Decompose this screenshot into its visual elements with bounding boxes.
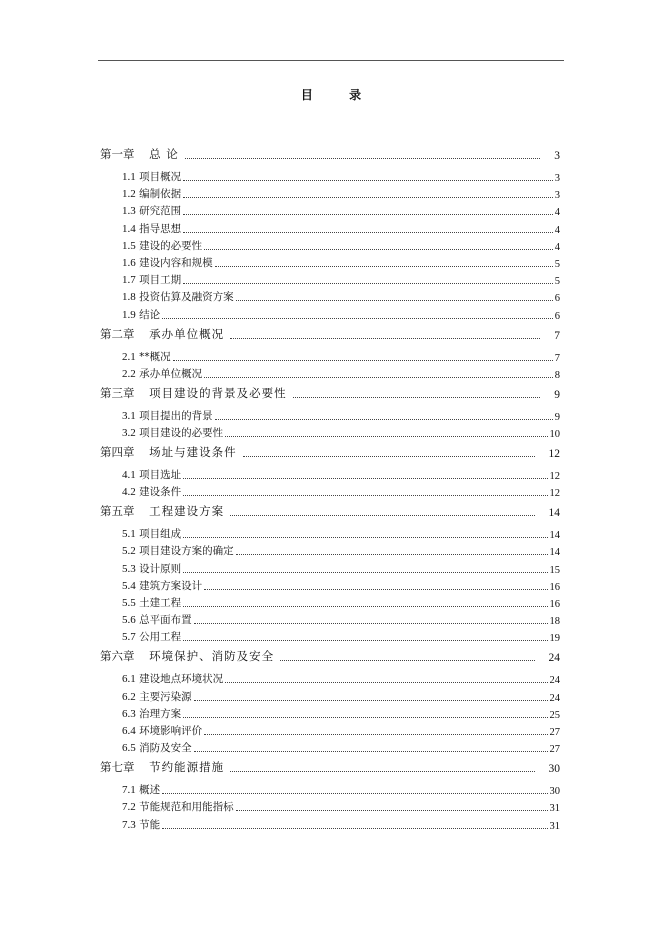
toc-entry-title: 编制依据 xyxy=(139,188,182,201)
toc-entry-label xyxy=(122,561,181,576)
toc-entry-title: 项目选址 xyxy=(139,469,182,481)
toc-entry-label xyxy=(122,255,213,270)
toc-chapter-entry[interactable] xyxy=(100,648,560,664)
toc-entry-number: 7.1 xyxy=(122,784,136,797)
toc-entry-number: 5.3 xyxy=(122,562,136,575)
toc-section-entry[interactable] xyxy=(122,220,560,236)
toc-section-entry[interactable] xyxy=(122,254,560,270)
toc-leader-dots xyxy=(183,214,553,215)
toc-entry-number: 5.2 xyxy=(122,545,136,558)
toc-entry-label xyxy=(122,349,171,364)
toc-leader-dots xyxy=(183,495,547,496)
toc-leader-dots xyxy=(183,232,553,233)
toc-leader-dots xyxy=(236,554,548,555)
toc-leader-dots xyxy=(183,478,547,479)
toc-section-entry[interactable] xyxy=(122,348,560,364)
toc-entry-number: 2.2 xyxy=(122,367,136,380)
toc-page-number: 9 xyxy=(554,411,560,423)
toc-entry-number: 1.9 xyxy=(122,308,136,321)
toc-entry-label xyxy=(122,221,181,236)
toc-entry-title: 土建工程 xyxy=(139,597,182,609)
toc-leader-dots xyxy=(173,360,553,361)
toc-page-number: 14 xyxy=(549,547,560,559)
toc-entry-title: 公用工程 xyxy=(139,631,182,644)
toc-leader-dots xyxy=(194,751,548,752)
toc-entry-title: 指导思想 xyxy=(139,222,182,235)
toc-entry-number: 6.4 xyxy=(122,725,136,737)
toc-entry-number: 第三章 xyxy=(100,385,135,400)
toc-entry-title: 承办单位概况 xyxy=(149,326,225,341)
toc-entry-title: 项目建设的必要性 xyxy=(139,427,224,439)
toc-entry-label xyxy=(122,817,160,832)
toc-section-entry[interactable] xyxy=(122,798,560,814)
toc-leader-dots xyxy=(183,537,547,538)
toc-leader-dots xyxy=(204,734,547,735)
toc-leader-dots xyxy=(162,828,547,829)
toc-section-entry[interactable] xyxy=(122,306,560,322)
toc-page-number: 14 xyxy=(549,530,560,542)
toc-leader-dots xyxy=(230,515,534,516)
toc-entry-label xyxy=(100,503,224,519)
toc-entry-title: 结论 xyxy=(139,308,161,321)
toc-entry-number: 5.7 xyxy=(122,631,136,644)
toc-page-number: 25 xyxy=(549,709,560,721)
toc-entry-title: 工程建设方案 xyxy=(149,504,225,519)
toc-leader-dots xyxy=(183,717,547,718)
toc-entry-title: 节能 xyxy=(139,818,161,831)
toc-entry-title: 项目概况 xyxy=(139,171,182,183)
toc-entry-title: **概况 xyxy=(139,350,171,363)
toc-leader-dots xyxy=(225,436,547,437)
toc-section-entry[interactable] xyxy=(122,816,560,832)
toc-page-number: 12 xyxy=(549,488,560,500)
toc-entry-title: 治理方案 xyxy=(139,707,182,720)
toc-leader-dots xyxy=(204,377,553,378)
toc-entry-title: 环境保护、消防及安全 xyxy=(149,649,275,664)
toc-page-number: 15 xyxy=(549,564,560,576)
toc-entry-title: 消防及安全 xyxy=(139,742,192,755)
toc-section-entry[interactable] xyxy=(122,577,560,593)
toc-entry-label xyxy=(122,706,181,721)
toc-section-entry[interactable] xyxy=(122,739,560,755)
toc-entry-number: 1.7 xyxy=(122,274,136,287)
toc-chapter-entry[interactable] xyxy=(100,326,560,342)
toc-entry-title: 项目建设方案的确定 xyxy=(139,545,234,558)
toc-page-number: 4 xyxy=(554,224,560,236)
toc-entry-title: 场址与建设条件 xyxy=(149,445,237,459)
toc-entry-title: 承办单位概况 xyxy=(139,367,203,380)
toc-entry-label xyxy=(122,272,181,287)
toc-section-entry[interactable] xyxy=(122,271,560,287)
toc-page-number: 19 xyxy=(549,633,560,645)
toc-entry-title: 项目建设的背景及必要性 xyxy=(149,385,287,400)
toc-entry-label xyxy=(122,740,192,755)
toc-page-number: 5 xyxy=(554,276,560,288)
toc-leader-dots xyxy=(293,397,541,398)
toc-entry-title: 主要污染源 xyxy=(139,690,192,703)
toc-page-number: 3 xyxy=(554,190,560,202)
toc-leader-dots xyxy=(236,300,553,301)
toc-page-number: 24 xyxy=(549,675,560,687)
toc-page-number: 9 xyxy=(554,388,560,401)
toc-page-number: 27 xyxy=(549,727,560,738)
toc-leader-dots xyxy=(236,810,548,811)
toc-page-number: 4 xyxy=(554,207,560,219)
toc-chapter-entry[interactable] xyxy=(100,444,560,460)
toc-leader-dots xyxy=(183,197,553,198)
toc-page-number: 3 xyxy=(554,150,560,162)
toc-page-number: 6 xyxy=(554,310,560,322)
toc-entry-number: 3.2 xyxy=(122,427,136,439)
toc-section-entry[interactable] xyxy=(122,424,560,440)
toc-page-number: 6 xyxy=(554,293,560,305)
toc-section-entry[interactable] xyxy=(122,168,560,184)
toc-entry-label xyxy=(100,759,224,775)
toc-entry-number: 2.1 xyxy=(122,350,136,363)
toc-entry-label xyxy=(122,366,202,381)
toc-entry-title: 建筑方案设计 xyxy=(139,579,203,592)
toc-page-number: 7 xyxy=(554,352,560,364)
toc-entry-number: 1.5 xyxy=(122,239,136,252)
toc-page-number: 8 xyxy=(554,369,560,381)
toc-entry-label xyxy=(122,595,181,610)
toc-leader-dots xyxy=(183,180,553,181)
toc-chapter-entry[interactable] xyxy=(100,385,560,401)
toc-leader-dots xyxy=(215,266,553,267)
toc-section-entry[interactable] xyxy=(122,560,560,576)
toc-leader-dots xyxy=(194,700,548,701)
toc-page-number: 16 xyxy=(549,581,560,593)
toc-entry-label xyxy=(100,648,274,664)
toc-page-number: 24 xyxy=(549,692,560,704)
toc-entry-label xyxy=(122,799,234,814)
toc-entry-label xyxy=(122,629,181,644)
toc-entry-title: 概述 xyxy=(139,784,161,797)
toc-section-entry[interactable] xyxy=(122,628,560,644)
toc-chapter-entry[interactable] xyxy=(100,503,560,519)
toc-entry-number: 第四章 xyxy=(100,445,135,459)
toc-entry-number: 1.1 xyxy=(122,171,136,183)
toc-page-number: 4 xyxy=(554,241,560,253)
toc-section-entry[interactable] xyxy=(122,407,560,423)
toc-entry-label xyxy=(122,203,181,218)
toc-section-entry[interactable] xyxy=(122,483,560,499)
toc-section-entry[interactable] xyxy=(122,670,560,686)
toc-section-entry[interactable] xyxy=(122,466,560,482)
toc-entry-label xyxy=(122,723,202,738)
toc-page-number: 18 xyxy=(549,616,560,628)
toc-section-entry[interactable] xyxy=(122,237,560,253)
toc-section-entry[interactable] xyxy=(122,781,560,797)
toc-entry-number: 6.3 xyxy=(122,707,136,720)
toc-entry-title: 研究范围 xyxy=(139,205,182,218)
toc-leader-dots xyxy=(243,456,535,457)
toc-section-entry[interactable] xyxy=(122,542,560,558)
toc-entry-number: 第二章 xyxy=(100,326,135,341)
toc-section-entry[interactable] xyxy=(122,365,560,381)
toc-section-entry[interactable] xyxy=(122,202,560,218)
toc-entry-label xyxy=(122,425,223,440)
toc-entry-label xyxy=(122,467,181,482)
toc-entry-number: 6.1 xyxy=(122,673,136,686)
toc-entry-number: 4.2 xyxy=(122,486,136,499)
toc-page-number: 5 xyxy=(554,259,560,270)
toc-entry-label xyxy=(122,782,160,797)
toc-section-entry[interactable] xyxy=(122,688,560,704)
page-title: 目 录 xyxy=(300,88,378,102)
toc-leader-dots xyxy=(204,249,553,250)
toc-entry-label xyxy=(122,578,202,593)
toc-page-number: 31 xyxy=(549,820,560,832)
toc-leader-dots xyxy=(162,793,547,794)
toc-entry-title: 建设地点环境状况 xyxy=(139,673,224,686)
toc-entry-title: 项目提出的背景 xyxy=(139,409,213,422)
toc-entry-number: 7.2 xyxy=(122,801,136,814)
toc-chapter-entry[interactable] xyxy=(100,146,560,162)
toc-page-number: 12 xyxy=(548,448,560,460)
toc-leader-dots xyxy=(185,158,540,159)
toc-page-number: 10 xyxy=(549,429,560,440)
toc-section-entry[interactable] xyxy=(122,611,560,627)
toc-page-number: 12 xyxy=(549,471,560,482)
toc-entry-number: 6.2 xyxy=(122,690,136,703)
toc-entry-label xyxy=(122,689,192,704)
toc-leader-dots xyxy=(183,640,547,641)
toc-leader-dots xyxy=(280,660,534,661)
toc-entry-label xyxy=(122,289,234,304)
toc-page-number: 30 xyxy=(549,786,560,798)
toc-entry-title: 总 论 xyxy=(149,147,179,161)
toc-entry-number: 第七章 xyxy=(100,760,135,775)
toc-entry-number: 第一章 xyxy=(100,147,135,161)
toc-entry-label xyxy=(100,326,224,342)
toc-entry-title: 建设内容和规模 xyxy=(139,257,213,269)
toc-entry-number: 1.6 xyxy=(122,257,136,269)
toc-page-number: 24 xyxy=(548,652,560,665)
toc-entry-label xyxy=(122,238,202,253)
toc-entry-number: 第六章 xyxy=(100,649,135,664)
toc-entry-number: 1.4 xyxy=(122,222,136,235)
toc-leader-dots xyxy=(162,318,553,319)
toc-entry-label xyxy=(122,543,234,558)
toc-leader-dots xyxy=(225,682,547,683)
toc-page-number: 14 xyxy=(548,507,560,520)
toc-entry-title: 建设条件 xyxy=(139,486,182,499)
toc-leader-dots xyxy=(183,572,547,573)
toc-entry-number: 1.8 xyxy=(122,291,136,304)
toc-chapter-entry[interactable] xyxy=(100,759,560,775)
toc-leader-dots xyxy=(230,771,534,772)
toc-entry-title: 投资估算及融资方案 xyxy=(139,291,234,304)
toc-section-entry[interactable] xyxy=(122,705,560,721)
toc-entry-number: 第五章 xyxy=(100,504,135,519)
toc-leader-dots xyxy=(183,283,553,284)
toc-entry-number: 6.5 xyxy=(122,742,136,755)
toc-entry-title: 项目工期 xyxy=(139,274,182,287)
toc-entry-number: 5.4 xyxy=(122,579,136,592)
toc-page-number: 3 xyxy=(554,173,560,184)
toc-leader-dots xyxy=(183,606,547,607)
toc-entry-number: 5.1 xyxy=(122,528,136,541)
toc-entry-number: 4.1 xyxy=(122,469,136,481)
toc-entry-label xyxy=(100,385,287,401)
toc-entry-number: 1.3 xyxy=(122,205,136,218)
toc-entry-number: 1.2 xyxy=(122,188,136,201)
toc-entry-label xyxy=(122,484,181,499)
toc-entry-number: 5.6 xyxy=(122,614,136,627)
toc-entry-label xyxy=(100,444,237,460)
toc-entry-label xyxy=(122,408,213,423)
toc-leader-dots xyxy=(215,419,553,420)
toc-leader-dots xyxy=(194,623,548,624)
toc-entry-label xyxy=(122,526,181,541)
toc-entry-title: 总平面布置 xyxy=(139,614,192,627)
toc-entry-title: 项目组成 xyxy=(139,528,182,541)
toc-entry-label xyxy=(122,671,223,686)
toc-entry-title: 建设的必要性 xyxy=(139,239,203,252)
toc-entry-label xyxy=(122,307,160,322)
toc-section-entry[interactable] xyxy=(122,525,560,541)
toc-leader-dots xyxy=(230,338,540,339)
toc-section-entry[interactable] xyxy=(122,288,560,304)
toc-entry-label xyxy=(122,186,181,201)
toc-entry-label xyxy=(122,612,192,627)
toc-entry-number: 7.3 xyxy=(122,818,136,831)
toc-section-entry[interactable] xyxy=(122,722,560,738)
toc-entry-title: 设计原则 xyxy=(139,562,182,575)
toc-page-number: 27 xyxy=(549,744,560,756)
toc-entry-label xyxy=(122,169,181,184)
toc-section-entry[interactable] xyxy=(122,594,560,610)
toc-entry-number: 5.5 xyxy=(122,597,136,609)
toc-page-number: 31 xyxy=(549,803,560,815)
toc-page-number: 7 xyxy=(554,329,560,342)
toc-leader-dots xyxy=(204,589,547,590)
toc-entry-title: 环境影响评价 xyxy=(139,725,203,737)
toc-entry-label xyxy=(100,146,179,162)
toc-section-entry[interactable] xyxy=(122,185,560,201)
toc-page-number: 30 xyxy=(548,763,560,776)
toc-entry-number: 3.1 xyxy=(122,409,136,422)
toc-entry-title: 节约能源措施 xyxy=(149,760,225,775)
toc-entry-title: 节能规范和用能指标 xyxy=(139,801,234,814)
toc-page-number: 16 xyxy=(549,599,560,610)
